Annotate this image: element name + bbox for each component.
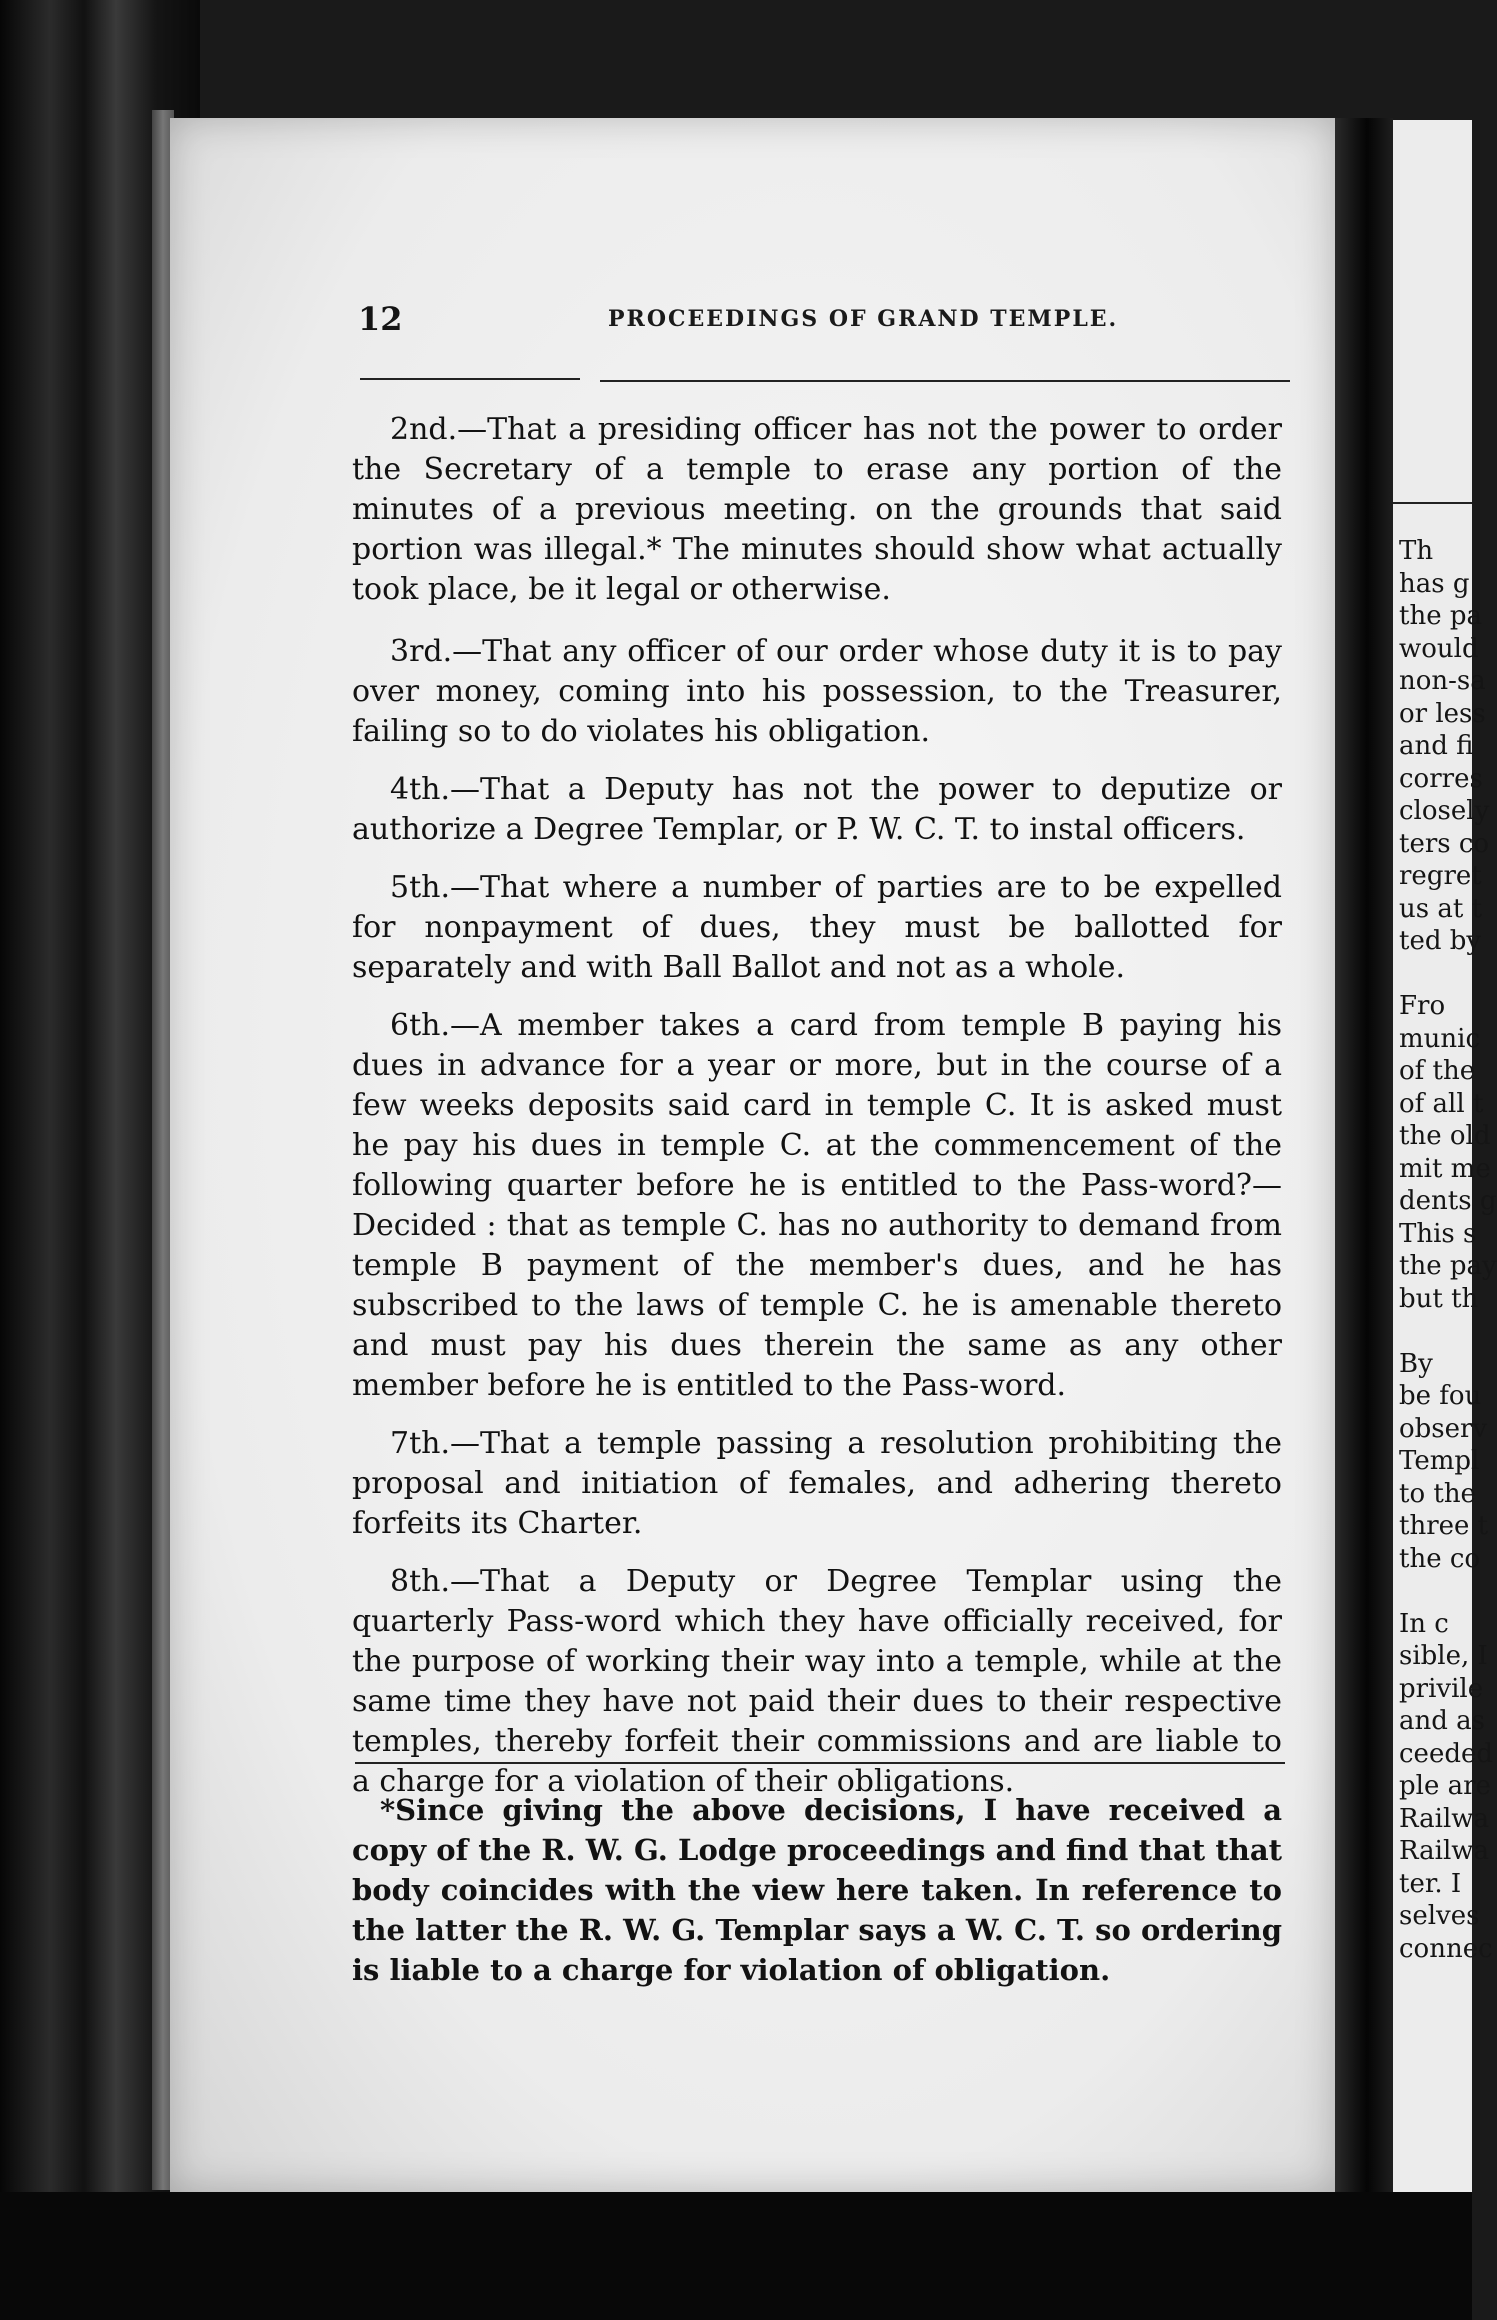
adjacent-page-line: munic [1399, 1023, 1481, 1054]
adjacent-page-line: of all t [1399, 1088, 1484, 1119]
header-rule-left [360, 378, 580, 380]
adjacent-page-line: the co [1399, 1543, 1481, 1574]
running-head: PROCEEDINGS OF GRAND TEMPLE. [608, 306, 1119, 332]
adjacent-page-line: but th [1399, 1283, 1479, 1314]
decision-8th: 8th.—That a Deputy or Degree Templar using the quarterly Pass-word which they have officially received, for the purpose of working their way into a temple, while at the same time they have not paid their dues to their respective temples, thereby forfeit their commissions and are liable to a charge for a violation of their obligations. [352, 1564, 1282, 1799]
adjacent-page-line: ted by [1399, 926, 1482, 956]
adjacent-page-line: connec [1399, 1933, 1493, 1964]
adjacent-page-line [1399, 1575, 1497, 1608]
adjacent-page-line: ters co [1399, 828, 1490, 859]
adjacent-page-line: Railwa [1399, 1836, 1490, 1866]
adjacent-page-line: mit me [1399, 1153, 1491, 1184]
adjacent-page-line: ter. I [1399, 1868, 1462, 1899]
adjacent-page-line: non-sa [1399, 666, 1486, 696]
adjacent-page-line: regret [1399, 861, 1482, 891]
adjacent-page-line: corres [1399, 763, 1483, 794]
scan-bottom-border [0, 2192, 1472, 2320]
adjacent-page-line: Railwa [1399, 1803, 1490, 1834]
decisions-text [352, 410, 1282, 1820]
adjacent-page-line: the pa [1399, 601, 1482, 631]
page-number: 12 [358, 300, 403, 338]
adjacent-page-line: dents g [1399, 1186, 1497, 1216]
adjacent-page-line: of the [1399, 1056, 1476, 1086]
adjacent-page [1393, 120, 1497, 2192]
adjacent-page-line: closely [1399, 796, 1490, 826]
decision-6th: 6th.—A member takes a card from temple B paying his dues in advance for a year or more, but in the course of a few weeks deposits said card in temple C. It is asked must he pay his dues in temple C. at the commencement of the following quarter before he is entitled to the Pass-word?—Decided : that as temple C. has no authority to demand from temple B payment of the member's dues, and he has subscribed to the laws of temple C. he is amenable thereto and must pay his dues therein the same as any other member before he is entitled to the Pass-word. [352, 1008, 1282, 1403]
adjacent-page-line: selves [1399, 1901, 1480, 1931]
adjacent-page-line [1399, 1315, 1497, 1348]
decision-3rd: 3rd.—That any officer of our order whose duty it is to pay over money, coming into his possession, to the Treasurer, failing so to do violates his obligation. [352, 634, 1282, 749]
footnote-rule [355, 1762, 1285, 1764]
adjacent-page-line: This s [1399, 1218, 1477, 1249]
decision-4th: 4th.—That a Deputy has not the power to deputize or authorize a Degree Templar, or P. W. C. T. to instal officers. [352, 772, 1282, 847]
adjacent-page-line: privile [1399, 1673, 1484, 1704]
adjacent-page-line: or less [1399, 698, 1486, 729]
adjacent-page-line: ceeded [1399, 1738, 1494, 1769]
adjacent-page-line: and as [1399, 1706, 1485, 1736]
adjacent-page-line: ple are [1399, 1771, 1491, 1801]
adjacent-page-line: the pay [1399, 1251, 1497, 1281]
book-gutter [1335, 118, 1393, 2192]
adjacent-page-line: has g [1399, 568, 1470, 599]
adjacent-page-line: and fi [1399, 731, 1474, 761]
page-header [358, 300, 1290, 340]
adjacent-page-line: Th [1399, 536, 1434, 566]
header-rule-right [600, 380, 1290, 382]
adjacent-page-text [1399, 535, 1497, 1965]
adjacent-page-line: Fro [1399, 991, 1446, 1021]
adjacent-page-line: Templ [1399, 1446, 1480, 1476]
decision-7th: 7th.—That a temple passing a resolution prohibiting the proposal and initiation of females, and adhering thereto forfeits its Charter. [352, 1426, 1282, 1541]
adjacent-page-line: the old [1399, 1121, 1491, 1151]
adjacent-page-line: be fou [1399, 1381, 1482, 1411]
decision-2nd: 2nd.—That a presiding officer has not the power to order the Secretary of a temple to erase any portion of the minutes of a previous meeting. on the grounds that said portion was illegal.* The minutes should show what actually took place, be it legal or otherwise. [352, 412, 1282, 607]
adjacent-page-line: us at t [1399, 893, 1483, 924]
adjacent-page-line: three t [1399, 1511, 1489, 1541]
decision-5th: 5th.—That where a number of parties are to be expelled for nonpayment of dues, they must be ballotted for separately and with Ball Ballot and not as a whole. [352, 870, 1282, 985]
adjacent-page-line: would [1399, 633, 1479, 664]
adjacent-page-line: In c [1399, 1608, 1449, 1639]
footnote: *Since giving the above decisions, I have received a copy of the R. W. G. Lodge proceedings and find that that body coincides with the view here taken. In reference to the latter the R. W. G. Templar says a W. C. T. so ordering is liable to a charge for violation of obligation. [352, 1793, 1282, 1987]
adjacent-page-line: By [1399, 1348, 1433, 1379]
adjacent-page-rule [1393, 502, 1472, 504]
adjacent-page-line: sible, I [1399, 1641, 1488, 1671]
adjacent-page-line: observ [1399, 1413, 1488, 1444]
adjacent-page-line: to the [1399, 1478, 1476, 1509]
adjacent-page-line [1399, 958, 1497, 991]
